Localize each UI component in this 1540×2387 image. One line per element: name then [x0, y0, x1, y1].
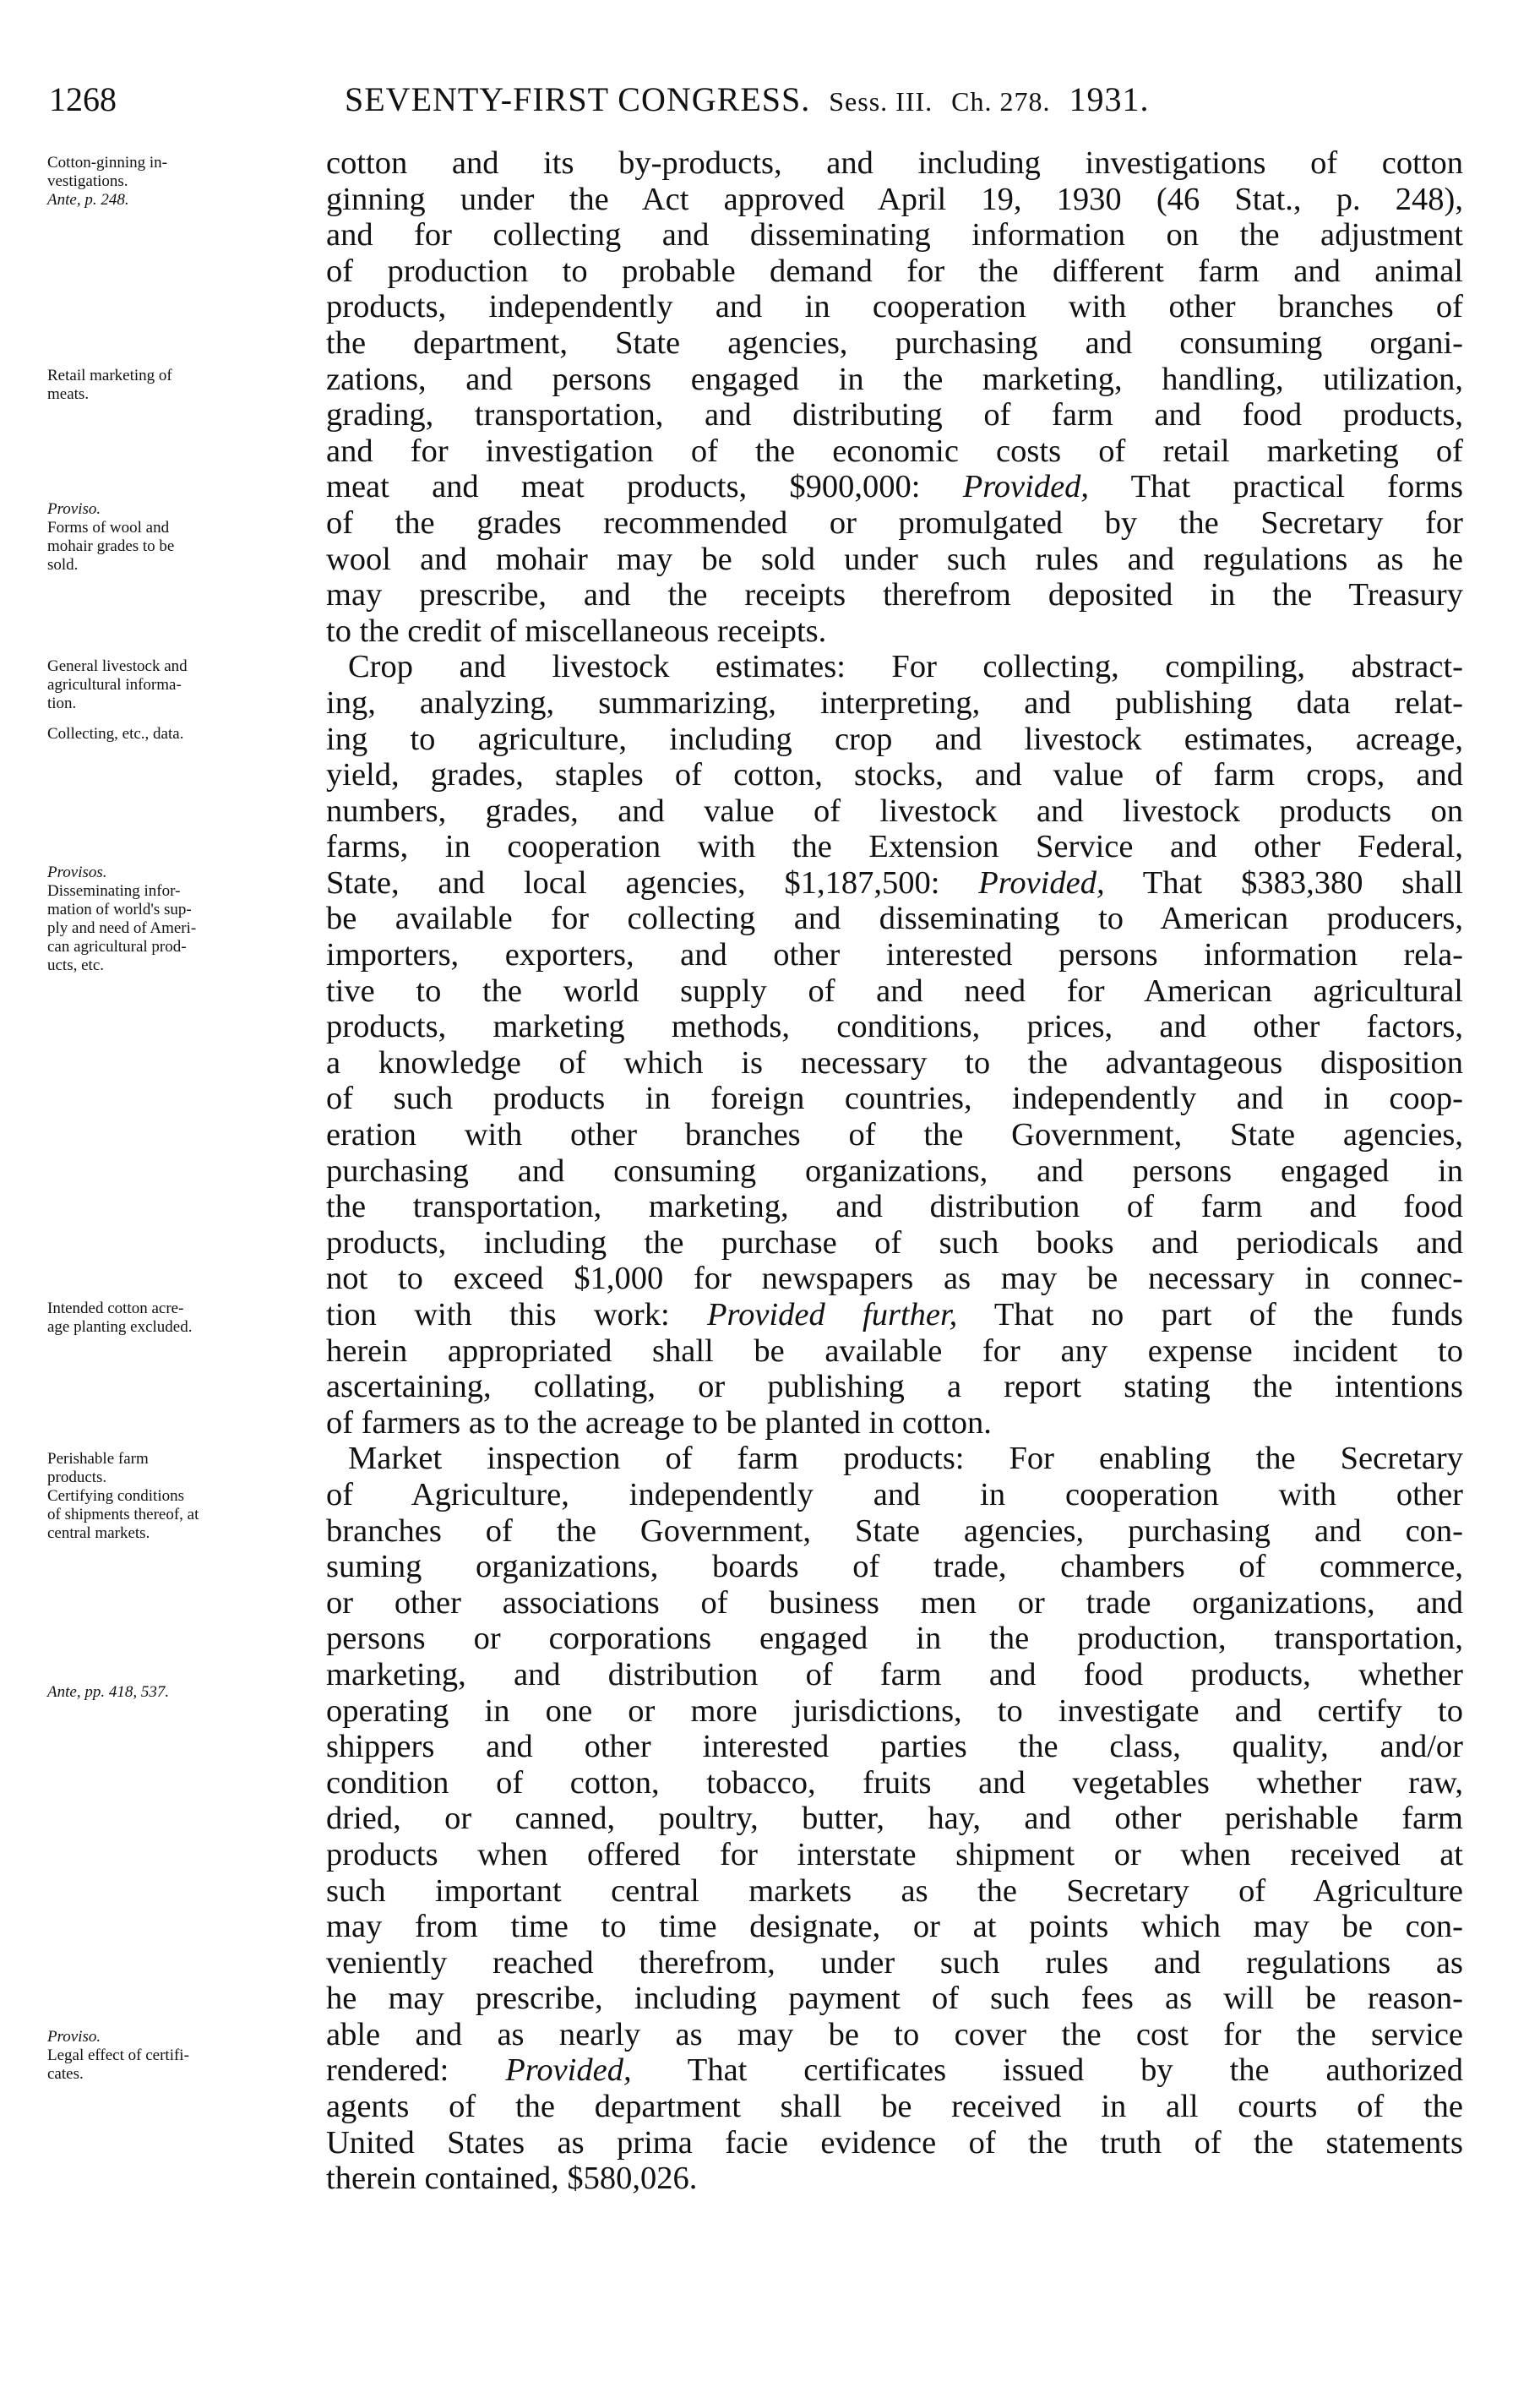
- margin-note-line: Ante, p. 248.: [47, 191, 129, 209]
- margin-note-line: can agricultural prod-: [47, 938, 187, 956]
- text-segment: suming organizations, boards of trade, chambers of commerce,: [326, 1549, 1463, 1585]
- margin-note-line: Disseminating infor-: [47, 882, 181, 900]
- italic-text: Provided,: [962, 469, 1090, 505]
- margin-note-line: Certifying conditions: [47, 1487, 185, 1505]
- margin-note-line: mohair grades to be: [47, 537, 175, 555]
- text-segment: shippers and other interested parties the class, quality, and/or: [326, 1729, 1463, 1765]
- margin-note-line: General livestock and: [47, 657, 188, 675]
- margin-note-line: Legal effect of certifi-: [47, 2046, 189, 2064]
- margin-note-line: sold.: [47, 556, 79, 574]
- text-segment: farms, in cooperation with the Extension Service and other Federal,: [326, 829, 1463, 865]
- margin-note-line: tion.: [47, 695, 77, 712]
- text-line: [326, 1261, 1463, 1297]
- margin-note-line: Cotton-ginning in-: [47, 154, 167, 172]
- margin-note-line: age planting excluded.: [47, 1318, 193, 1336]
- text-line: [326, 1045, 1463, 1082]
- text-line: [326, 1297, 1463, 1333]
- margin-note-line: vestigations.: [47, 172, 128, 190]
- margin-note-line: meats.: [47, 385, 90, 403]
- text-line: [326, 433, 1463, 470]
- text-segment: and for investigation of the economic costs of retail marketing of: [326, 433, 1463, 469]
- margin-note-line: Proviso.: [47, 500, 101, 518]
- text-segment: persons or corporations engaged in the production, transportation,: [326, 1621, 1463, 1657]
- text-line: [326, 1657, 1463, 1693]
- text-line: [326, 937, 1463, 973]
- margin-note-line: Ante, pp. 418, 537.: [47, 1683, 170, 1701]
- text-segment: may prescribe, and the receipts therefrom deposited in the Treasury: [326, 577, 1463, 613]
- margin-note: [47, 725, 318, 744]
- text-line: [326, 685, 1463, 722]
- text-segment: products, including the purchase of such books and periodicals and: [326, 1224, 1463, 1261]
- text-line: [326, 649, 1463, 685]
- text-line: [326, 1333, 1463, 1370]
- text-line: [326, 2017, 1463, 2053]
- text-segment: of Agriculture, independently and in cooperation with other: [326, 1476, 1463, 1512]
- text-line: [326, 1621, 1463, 1657]
- text-segment: ascertaining, collating, or publishing a report stating the intentions: [326, 1369, 1463, 1405]
- text-segment: wool and mohair may be sold under such rules and regulations as he: [326, 541, 1463, 577]
- text-line: [326, 1765, 1463, 1801]
- text-segment: of farmers as to the acreage to be planted in cotton.: [326, 1404, 992, 1441]
- text-line: [326, 2125, 1463, 2161]
- margin-note-line: mation of world's sup-: [47, 901, 192, 918]
- text-line: [326, 542, 1463, 578]
- text-segment: the transportation, marketing, and distribution of farm and food: [326, 1189, 1463, 1225]
- text-line: [326, 1945, 1463, 1981]
- text-segment: yield, grades, staples of cotton, stocks, and value of farm crops, and: [326, 757, 1463, 793]
- text-line: [326, 1189, 1463, 1225]
- text-segment: marketing, and distribution of farm and food products, whether: [326, 1656, 1463, 1692]
- margin-note: [47, 1450, 318, 1543]
- text-segment: tion with this work:: [326, 1297, 707, 1332]
- text-line: [326, 1081, 1463, 1117]
- text-segment: veniently reached therefrom, under such rules and regulations as: [326, 1944, 1463, 1981]
- text-line: [326, 1729, 1463, 1765]
- margin-note: [47, 1300, 318, 1337]
- text-line: [326, 1801, 1463, 1837]
- text-segment: eration with other branches of the Government, State agencies,: [326, 1117, 1463, 1153]
- text-segment: the department, State agencies, purchasing and consuming organi-: [326, 324, 1463, 361]
- text-segment: he may prescribe, including payment of such fees as will be reason-: [326, 1981, 1463, 2017]
- margin-note: [47, 1683, 318, 1702]
- text-segment: Market inspection of farm products: For enabling the Secretary: [348, 1441, 1463, 1477]
- text-line: [326, 1909, 1463, 1945]
- text-segment: That $383,380 shall: [1104, 864, 1463, 901]
- text-segment: grading, transportation, and distributing of farm and food products,: [326, 397, 1463, 433]
- text-line: [326, 1009, 1463, 1045]
- text-line: [326, 757, 1463, 793]
- running-title: [345, 74, 1149, 127]
- text-line: [326, 613, 1463, 650]
- margin-note-line: Retail marketing of: [47, 367, 172, 384]
- text-segment: numbers, grades, and value of livestock and livestock products on: [326, 793, 1463, 829]
- text-line: [326, 865, 1463, 902]
- text-segment: may from time to time designate, or at points which may be con-: [326, 1909, 1463, 1945]
- margin-note: [47, 500, 318, 575]
- text-segment: such important central markets as the Secretary of Agriculture: [326, 1872, 1463, 1909]
- margin-note-line: ucts, etc.: [47, 956, 105, 974]
- text-segment: ing, analyzing, summarizing, interpreting, and publishing data relat-: [326, 684, 1463, 721]
- text-line: [326, 901, 1463, 937]
- text-line: [326, 1981, 1463, 2017]
- margin-note-line: ply and need of Ameri-: [47, 919, 197, 937]
- text-line: [326, 1585, 1463, 1621]
- margin-note: [47, 367, 318, 404]
- text-line: [326, 577, 1463, 613]
- text-segment: and for collecting and disseminating information on the adjustment: [326, 217, 1463, 253]
- congress-title: SEVENTY-FIRST CONGRESS.: [345, 80, 811, 118]
- text-segment: branches of the Government, State agencies, purchasing and con-: [326, 1512, 1463, 1549]
- text-line: [326, 829, 1463, 865]
- text-line: [326, 1693, 1463, 1730]
- italic-text: Provided further,: [707, 1297, 958, 1332]
- chapter-label: Ch. 278.: [951, 86, 1051, 117]
- page-number: 1268: [49, 80, 117, 118]
- margin-note-line: Forms of wool and: [47, 519, 170, 537]
- text-segment: cotton and its by-products, and including investigations of cotton: [326, 145, 1463, 181]
- text-line: [326, 397, 1463, 433]
- text-line: [326, 1153, 1463, 1190]
- margin-note-line: Provisos.: [47, 864, 107, 881]
- text-line: [326, 1477, 1463, 1513]
- text-segment: importers, exporters, and other interested persons information rela-: [326, 937, 1463, 973]
- text-segment: or other associations of business men or trade organizations, and: [326, 1584, 1463, 1621]
- year-label: 1931.: [1069, 80, 1150, 118]
- text-segment: meat and meat products, $900,000:: [326, 469, 963, 505]
- text-line: [326, 1405, 1463, 1441]
- session-label: Sess. III.: [829, 86, 933, 117]
- margin-note-line: Collecting, etc., data.: [47, 725, 184, 743]
- text-segment: Crop and livestock estimates: For collecting, compiling, abstract-: [348, 649, 1463, 685]
- text-line: [326, 1837, 1463, 1873]
- statute-body-text: [326, 145, 1463, 2197]
- margin-note-line: Intended cotton acre-: [47, 1300, 184, 1317]
- text-segment: dried, or canned, poultry, butter, hay, and other perishable farm: [326, 1801, 1463, 1837]
- text-segment: condition of cotton, tobacco, fruits and vegetables whether raw,: [326, 1764, 1463, 1801]
- text-line: [326, 1369, 1463, 1405]
- text-segment: ing to agriculture, including crop and livestock estimates, acreage,: [326, 721, 1463, 757]
- text-segment: of production to probable demand for the different farm and animal: [326, 253, 1463, 289]
- text-segment: products, independently and in cooperation with other branches of: [326, 289, 1463, 325]
- text-line: [326, 1441, 1463, 1477]
- margin-note-line: Perishable farm: [47, 1450, 149, 1468]
- italic-text: Provided,: [505, 2052, 632, 2089]
- text-line: [326, 145, 1463, 182]
- text-line: [326, 182, 1463, 218]
- text-segment: rendered:: [326, 2052, 506, 2089]
- margin-note-line: central markets.: [47, 1524, 150, 1542]
- text-line: [326, 2052, 1463, 2089]
- text-line: [326, 362, 1463, 398]
- text-line: [326, 289, 1463, 325]
- margin-note-line: cates.: [47, 2065, 84, 2083]
- text-segment: products when offered for interstate shipment or when received at: [326, 1836, 1463, 1872]
- text-line: [326, 469, 1463, 505]
- text-segment: operating in one or more jurisdictions, to investigate and certify to: [326, 1692, 1463, 1729]
- text-segment: of the grades recommended or promulgated by the Secretary for: [326, 504, 1463, 541]
- text-segment: not to exceed $1,000 for newspapers as may be necessary in connec-: [326, 1261, 1463, 1297]
- margin-note: [47, 2028, 318, 2084]
- text-segment: purchasing and consuming organizations, and persons engaged in: [326, 1153, 1463, 1189]
- text-segment: therein contained, $580,026.: [326, 2161, 698, 2197]
- text-line: [326, 1873, 1463, 1910]
- margin-note-line: of shipments thereof, at: [47, 1506, 199, 1523]
- text-segment: That no part of the funds: [957, 1297, 1463, 1332]
- text-segment: of such products in foreign countries, independently and in coop-: [326, 1081, 1463, 1117]
- text-segment: products, marketing methods, conditions, prices, and other factors,: [326, 1009, 1463, 1045]
- margin-notes: [47, 154, 318, 2351]
- text-segment: herein appropriated shall be available for any expense incident to: [326, 1332, 1463, 1369]
- text-segment: agents of the department shall be received in all courts of the: [326, 2089, 1463, 2125]
- text-line: [326, 1117, 1463, 1153]
- text-line: [326, 1549, 1463, 1585]
- text-segment: to the credit of miscellaneous receipts.: [326, 613, 827, 649]
- text-segment: State, and local agencies, $1,187,500:: [326, 864, 979, 901]
- text-line: [326, 253, 1463, 290]
- text-segment: United States as prima facie evidence of the truth of the statements: [326, 2124, 1463, 2161]
- text-segment: tive to the world supply of and need for American agricultural: [326, 973, 1463, 1009]
- text-segment: be available for collecting and disseminating to American producers,: [326, 901, 1463, 937]
- margin-note-line: Proviso.: [47, 2028, 101, 2046]
- text-segment: able and as nearly as may be to cover the cost for the service: [326, 2016, 1463, 2052]
- text-segment: That practical forms: [1089, 469, 1463, 505]
- text-line: [326, 217, 1463, 253]
- text-segment: a knowledge of which is necessary to the advantageous disposition: [326, 1044, 1463, 1081]
- text-line: [326, 1513, 1463, 1550]
- margin-note: [47, 154, 318, 210]
- text-segment: zations, and persons engaged in the marketing, handling, utilization,: [326, 361, 1463, 397]
- margin-note-line: agricultural informa-: [47, 676, 182, 694]
- text-line: [326, 1225, 1463, 1262]
- margin-note-line: products.: [47, 1469, 107, 1486]
- text-line: [326, 722, 1463, 758]
- text-line: [326, 973, 1463, 1010]
- text-line: [326, 325, 1463, 362]
- text-segment: ginning under the Act approved April 19, 1930 (46 Stat., p. 248),: [326, 181, 1463, 217]
- margin-note: [47, 657, 318, 713]
- text-line: [326, 2161, 1463, 2197]
- text-line: [326, 2089, 1463, 2125]
- text-segment: That certificates issued by the authorized: [631, 2052, 1463, 2089]
- text-line: [326, 505, 1463, 542]
- margin-note: [47, 864, 318, 975]
- italic-text: Provided,: [978, 864, 1105, 901]
- text-line: [326, 793, 1463, 830]
- page-header: [49, 74, 1451, 125]
